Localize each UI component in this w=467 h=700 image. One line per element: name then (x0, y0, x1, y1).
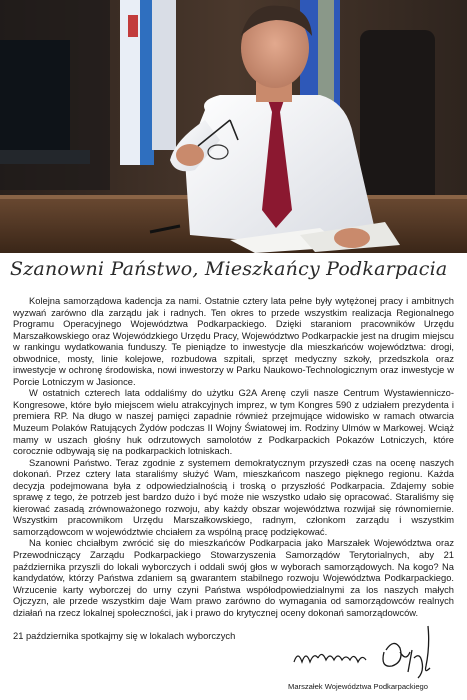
paragraph-1: Kolejna samorządowa kadencja za nami. Ostatnie cztery lata pełne były wytężonej pracy i ambitnych wyzwań zarówno dla zarządu jak i radnych. Ten okres to przede wszystkim realizacja Regionalnego Programu Operacyjnego Województwa Podkarpackiego. Dzięki staraniom pracowników Urzędu Marszałkowskiego oraz Wojewódzkiego Urzędu Pracy, Województwo Podkarpackie jest na drugim miejscu w rankingu wydatkowania funduszy. Te pieniądze to inwestycje dla mieszkańców województwa: drogi, obwodnice, mosty, linie kolejowe, rozbudowa szpitali, sprzęt medyczny szkoły, przedszkola oraz inwestycje w ochronę środowiska, nowi inwestorzy w Parku Naukowo-Technologicznym oraz inwestycje w Porcie Lotniczym w Jasionce. (13, 296, 454, 387)
paragraph-3: Szanowni Państwo. Teraz zgodnie z systemem demokratycznym przyszedł czas na ocenę naszych dokonań. Przez cztery lata staraliśmy służyć Wam, mieszkańcom naszego pięknego regionu. Każda decyzja podejmowana była z odpowiedzialnością i troską o przyszłość Podkarpacia. Zdajemy sobie sprawę z tego, że potrzeb jest bardzo dużo i być może nie wszystko udało się opracować. Staraliśmy się kierować zasadą zrównoważonego rozwoju, aby każdy obszar województwa rozwijał się równomiernie. Wszystkim pracownikom Urzędu Marszałkowskiego, radnym, członkom zarządu i wszystkim samorządowcom w województwie chciałem za wspólną pracę podziękować. (13, 457, 454, 537)
handwritten-signature (288, 622, 458, 680)
paragraph-4: Na koniec chciałbym zwrócić się do mieszkańców Podkarpacia jako Marszałek Województwa oraz Przewodniczący Zarządu Podkarpackiego Stowarzyszenia Samorządów Terytorialnych, aby 21 października przyszli do lokali wyborczych i oddali swój głos w wyborach samorządowych. Na kogo? Na kandydatów, którzy Państwa zdaniem są gwarantem stabilnego rozwoju Województwa Podkarpackiego. Wrzucenie karty wyborczej do urny czyni Państwa współodpowiedzialnymi za los naszych małych Ojczyzn, ale przede wszystkim daje Wam prawo zarówno do wymagania od samorządowców realnych działań na rzecz lokalnej społeczności, jak i prawo do krytycznej oceny dokonań samorządowców. (13, 538, 454, 618)
paragraph-2: W ostatnich czterech lata oddaliśmy do użytku G2A Arenę czyli nasze Centrum Wystawienniczo-Kongresowe, które było miejscem wielu atrakcyjnych imprez, w tym Kongres 590 z udziałem prezydenta i premiera RP. Na długo w naszej pamięci zapadnie również przejmujące widowisko w ramach otwarcia Muzeum Polaków Ratujących Żydów podczas II Wojny Światowej im. Rodziny Ulmów w Markowej. Wciąż mamy w uszach głośny huk odrzutowych samolotów z Podkarpackich Pokazów Lotniczych, które corocznie odbywają się na podkarpackich lotniskach. (13, 388, 454, 457)
portrait-illustration (0, 0, 467, 253)
letter-body (13, 296, 454, 643)
signature-block (288, 622, 458, 694)
closing-line: 21 października spotkajmy się w lokalach wyborczych (13, 631, 236, 642)
header-photo (0, 0, 467, 253)
letter-greeting: Szanowni Państwo, Mieszkańcy Podkarpacia (10, 258, 448, 280)
signature-caption: Marszałek Województwa Podkarpackiego (288, 682, 428, 691)
